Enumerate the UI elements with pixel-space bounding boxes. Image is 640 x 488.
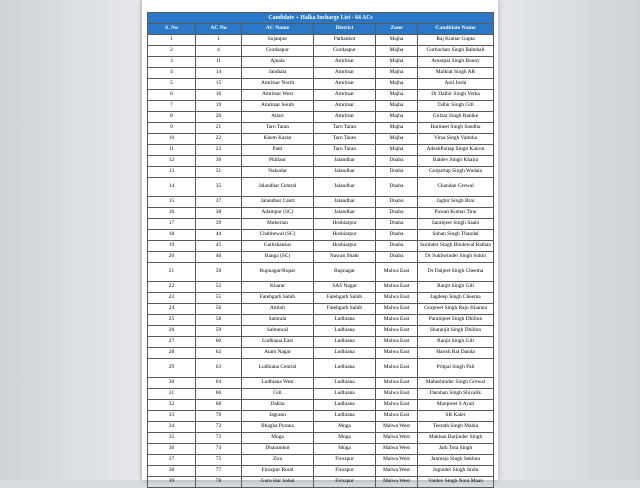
cell-zone: Malwa West xyxy=(376,444,418,455)
cell-zone: Malwa East xyxy=(376,400,418,411)
cell-sno: 14 xyxy=(148,178,196,197)
table-row xyxy=(148,304,494,315)
cell-district: Amritsar xyxy=(314,101,376,112)
cell-sno: 4 xyxy=(148,68,196,79)
table-row xyxy=(148,197,494,208)
cell-zone: Majha xyxy=(376,101,418,112)
cell-sno: 11 xyxy=(148,145,196,156)
header-district: District xyxy=(314,24,376,35)
header-ac-name: AC Name xyxy=(242,24,314,35)
cell-ac-name: Jagraon xyxy=(242,411,314,422)
cell-candidate: Virsa Singh Valtoha xyxy=(418,134,494,145)
cell-ac-no: 20 xyxy=(196,112,242,123)
cell-district: Ludhiana xyxy=(314,359,376,378)
cell-candidate: Joginder Singh Jindu xyxy=(418,466,494,477)
table-row xyxy=(148,46,494,57)
table-row xyxy=(148,208,494,219)
cell-ac-no: 21 xyxy=(196,123,242,134)
cell-zone: Malwa West xyxy=(376,422,418,433)
cell-zone: Malwa East xyxy=(376,378,418,389)
cell-candidate: Anil Joshi xyxy=(418,79,494,90)
table-row xyxy=(148,326,494,337)
cell-zone: Malwa East xyxy=(376,263,418,282)
table-row xyxy=(148,123,494,134)
cell-ac-no: 75 xyxy=(196,455,242,466)
cell-zone: Doaba xyxy=(376,241,418,252)
cell-ac-no: 15 xyxy=(196,79,242,90)
cell-district: Firozpur xyxy=(314,455,376,466)
cell-candidate: Talbir Singh Gill xyxy=(418,101,494,112)
cell-ac-no: 35 xyxy=(196,178,242,197)
cell-ac-name: Jandiala xyxy=(242,68,314,79)
cell-candidate: Harmeet Singh Sandhu xyxy=(418,123,494,134)
cell-district: Amritsar xyxy=(314,90,376,101)
cell-ac-no: 16 xyxy=(196,90,242,101)
cell-ac-name: Attari xyxy=(242,112,314,123)
cell-zone: Malwa West xyxy=(376,466,418,477)
cell-ac-no: 64 xyxy=(196,378,242,389)
table-title: Candidate + Halka Incharge List - 64 ACs xyxy=(148,13,494,24)
cell-zone: Doaba xyxy=(376,197,418,208)
cell-district: Amritsar xyxy=(314,57,376,68)
cell-candidate: Malkiat Singh AR xyxy=(418,68,494,79)
cell-sno: 23 xyxy=(148,293,196,304)
table-row xyxy=(148,252,494,263)
cell-zone: Malwa West xyxy=(376,455,418,466)
cell-sno: 2 xyxy=(148,46,196,57)
cell-ac-no: 68 xyxy=(196,400,242,411)
cell-candidate: Baldev Singh Khaira xyxy=(418,156,494,167)
table-row xyxy=(148,400,494,411)
table-row xyxy=(148,293,494,304)
cell-zone: Doaba xyxy=(376,208,418,219)
cell-sno: 19 xyxy=(148,241,196,252)
cell-district: Jalandhar xyxy=(314,197,376,208)
cell-zone: Malwa East xyxy=(376,282,418,293)
table-row xyxy=(148,315,494,326)
cell-district: Jalandhar xyxy=(314,178,376,197)
cell-ac-no: 19 xyxy=(196,101,242,112)
cell-ac-name: Zira xyxy=(242,455,314,466)
table-row xyxy=(148,411,494,422)
cell-candidate: Amarpal Singh Bonny xyxy=(418,57,494,68)
document-sheet xyxy=(142,0,498,485)
cell-ac-no: 50 xyxy=(196,263,242,282)
cell-sno: 17 xyxy=(148,219,196,230)
cell-ac-no: 59 xyxy=(196,326,242,337)
cell-ac-name: Gill xyxy=(242,389,314,400)
cell-sno: 32 xyxy=(148,400,196,411)
cell-district: Amritsar xyxy=(314,68,376,79)
cell-district: Fatehgarh Sahib xyxy=(314,293,376,304)
cell-ac-no: 1 xyxy=(196,35,242,46)
cell-zone: Malwa East xyxy=(376,348,418,359)
cell-ac-name: Moga xyxy=(242,433,314,444)
cell-candidate: SR Kaler xyxy=(418,411,494,422)
cell-ac-name: Jalandhar Cantt xyxy=(242,197,314,208)
cell-sno: 9 xyxy=(148,123,196,134)
cell-ac-no: 14 xyxy=(196,68,242,79)
cell-ac-name: Firozpur Rural xyxy=(242,466,314,477)
cell-ac-no: 22 xyxy=(196,134,242,145)
cell-zone: Malwa East xyxy=(376,315,418,326)
cell-sno: 26 xyxy=(148,326,196,337)
cell-zone: Malwa West xyxy=(376,433,418,444)
table-row xyxy=(148,90,494,101)
cell-district: Amritsar xyxy=(314,112,376,123)
cell-candidate: Dr Daljeet Singh Cheema xyxy=(418,263,494,282)
table-body xyxy=(148,35,494,488)
cell-ac-name: Atam Nagar xyxy=(242,348,314,359)
cell-zone: Doaba xyxy=(376,230,418,241)
cell-district: Moga xyxy=(314,433,376,444)
cell-sno: 12 xyxy=(148,156,196,167)
cell-ac-name: Jalandhar Central xyxy=(242,178,314,197)
cell-zone: Malwa East xyxy=(376,359,418,378)
cell-sno: 37 xyxy=(148,455,196,466)
cell-sno: 36 xyxy=(148,444,196,455)
cell-candidate: Sharanjit Singh Dhillon xyxy=(418,326,494,337)
table-row xyxy=(148,68,494,79)
table-row xyxy=(148,219,494,230)
cell-ac-name: Amritsar North xyxy=(242,79,314,90)
cell-sno: 27 xyxy=(148,337,196,348)
cell-district: Moga xyxy=(314,444,376,455)
cell-district: Jalandhar xyxy=(314,156,376,167)
cell-district: Tarn Taran xyxy=(314,145,376,156)
cell-ac-no: 30 xyxy=(196,156,242,167)
cell-ac-name: Khem Karan xyxy=(242,134,314,145)
cell-sno: 29 xyxy=(148,359,196,378)
cell-candidate: Jagbir Singh Brar xyxy=(418,197,494,208)
header-row xyxy=(148,24,494,35)
cell-candidate: Gulzar Singh Ranike xyxy=(418,112,494,123)
cell-candidate: AdeshPartap Singh Kairon xyxy=(418,145,494,156)
cell-ac-no: 46 xyxy=(196,252,242,263)
header-ac-no: AC No xyxy=(196,24,242,35)
cell-ac-name: Patti xyxy=(242,145,314,156)
cell-ac-name: Nakodar xyxy=(242,167,314,178)
cell-zone: Majha xyxy=(376,90,418,101)
cell-zone: Malwa West xyxy=(376,477,418,488)
cell-district: Amritsar xyxy=(314,79,376,90)
cell-sno: 30 xyxy=(148,378,196,389)
cell-ac-name: Ajnala xyxy=(242,57,314,68)
cell-ac-name: Sujanpur xyxy=(242,35,314,46)
cell-candidate: Dr Sukhwinder Singh Sukhi xyxy=(418,252,494,263)
cell-zone: Majha xyxy=(376,134,418,145)
cell-candidate: Gurpreet Singh Raju Khanna xyxy=(418,304,494,315)
cell-sno: 21 xyxy=(148,263,196,282)
cell-ac-name: Adampur (SC) xyxy=(242,208,314,219)
table-row xyxy=(148,389,494,400)
cell-ac-name: Kharar xyxy=(242,282,314,293)
cell-district: Ludhiana xyxy=(314,378,376,389)
cell-ac-name: Fatehgarh Sahib xyxy=(242,293,314,304)
cell-district: Gurdaspur xyxy=(314,46,376,57)
table-row xyxy=(148,263,494,282)
cell-ac-name: Dakha xyxy=(242,400,314,411)
cell-district: Ludhiana xyxy=(314,400,376,411)
cell-zone: Majha xyxy=(376,112,418,123)
cell-sno: 28 xyxy=(148,348,196,359)
cell-sno: 16 xyxy=(148,208,196,219)
cell-candidate: Vardev Singh Noni Maan xyxy=(418,477,494,488)
cell-ac-name: Mukerian xyxy=(242,219,314,230)
cell-sno: 35 xyxy=(148,433,196,444)
cell-district: Jalandhar xyxy=(314,167,376,178)
cell-district: Nawan Shahr xyxy=(314,252,376,263)
cell-ac-no: 66 xyxy=(196,389,242,400)
cell-ac-no: 44 xyxy=(196,230,242,241)
header-zone: Zone xyxy=(376,24,418,35)
cell-district: Hoshiarpur xyxy=(314,219,376,230)
cell-candidate: Teerath Singh Mahla xyxy=(418,422,494,433)
cell-ac-no: 37 xyxy=(196,197,242,208)
cell-ac-no: 55 xyxy=(196,293,242,304)
cell-ac-no: 60 xyxy=(196,337,242,348)
table-row xyxy=(148,145,494,156)
cell-candidate: Darshan Singh Shivalik xyxy=(418,389,494,400)
cell-sno: 22 xyxy=(148,282,196,293)
cell-sno: 39 xyxy=(148,477,196,488)
cell-ac-no: 72 xyxy=(196,422,242,433)
cell-zone: Majha xyxy=(376,145,418,156)
cell-zone: Malwa East xyxy=(376,326,418,337)
cell-ac-no: 56 xyxy=(196,304,242,315)
cell-candidate: Raj Kumar Gupta xyxy=(418,35,494,46)
cell-ac-name: Gurdaspur xyxy=(242,46,314,57)
cell-ac-name: Ludhiana West xyxy=(242,378,314,389)
table-row xyxy=(148,378,494,389)
cell-candidate: Surinder Singh Bhulewal Rathan xyxy=(418,241,494,252)
cell-district: Fatehgarh Sahib xyxy=(314,304,376,315)
cell-candidate: Ranjit Singh Gill xyxy=(418,282,494,293)
cell-candidate: Ranjit Singh Gill xyxy=(418,337,494,348)
cell-ac-name: Garhshankar xyxy=(242,241,314,252)
cell-district: Tarn Taran xyxy=(314,134,376,145)
cell-zone: Doaba xyxy=(376,178,418,197)
candidate-table xyxy=(147,12,494,488)
cell-zone: Doaba xyxy=(376,252,418,263)
table-row xyxy=(148,337,494,348)
header-candidate: Candidate Name xyxy=(418,24,494,35)
cell-ac-name: Dharamkot xyxy=(242,444,314,455)
header-sno: S. No xyxy=(148,24,196,35)
cell-zone: Majha xyxy=(376,68,418,79)
cell-district: Firozpur xyxy=(314,466,376,477)
cell-district: Pathankot xyxy=(314,35,376,46)
cell-ac-name: Banga (SC) xyxy=(242,252,314,263)
table-row xyxy=(148,156,494,167)
cell-zone: Doaba xyxy=(376,156,418,167)
cell-candidate: Jath Tota Singh xyxy=(418,444,494,455)
cell-sno: 8 xyxy=(148,112,196,123)
cell-ac-name: Amloh xyxy=(242,304,314,315)
cell-ac-no: 4 xyxy=(196,46,242,57)
cell-sno: 5 xyxy=(148,79,196,90)
cell-ac-no: 23 xyxy=(196,145,242,156)
cell-ac-no: 63 xyxy=(196,359,242,378)
table-row xyxy=(148,241,494,252)
cell-candidate: Gurbachan Singh Babehali xyxy=(418,46,494,57)
cell-district: Ludhiana xyxy=(314,315,376,326)
cell-ac-no: 52 xyxy=(196,282,242,293)
cell-sno: 6 xyxy=(148,90,196,101)
cell-candidate: Paramjeet Singh Dhillon xyxy=(418,315,494,326)
cell-zone: Malwa East xyxy=(376,389,418,400)
background-right xyxy=(490,0,640,480)
cell-sno: 33 xyxy=(148,411,196,422)
cell-district: Hoshiarpur xyxy=(314,241,376,252)
cell-district: Hoshiarpur xyxy=(314,230,376,241)
cell-candidate: Sohan Singh Thandal xyxy=(418,230,494,241)
cell-candidate: Janmeja Singh Sekhon xyxy=(418,455,494,466)
cell-ac-no: 74 xyxy=(196,444,242,455)
table-row xyxy=(148,477,494,488)
table-row xyxy=(148,433,494,444)
cell-ac-no: 78 xyxy=(196,477,242,488)
cell-sno: 3 xyxy=(148,57,196,68)
cell-sno: 20 xyxy=(148,252,196,263)
cell-ac-no: 39 xyxy=(196,219,242,230)
cell-sno: 1 xyxy=(148,35,196,46)
cell-ac-name: Ludhiana East xyxy=(242,337,314,348)
cell-zone: Doaba xyxy=(376,167,418,178)
cell-ac-name: Sahnewal xyxy=(242,326,314,337)
cell-sno: 25 xyxy=(148,315,196,326)
cell-ac-name: Amritsar West xyxy=(242,90,314,101)
table-row xyxy=(148,466,494,477)
cell-zone: Doaba xyxy=(376,219,418,230)
background-left xyxy=(0,0,140,480)
cell-candidate: Harish Rai Danda xyxy=(418,348,494,359)
table-row xyxy=(148,167,494,178)
cell-sno: 10 xyxy=(148,134,196,145)
cell-district: Firozpur xyxy=(314,477,376,488)
cell-ac-no: 31 xyxy=(196,167,242,178)
title-row xyxy=(148,13,494,24)
cell-sno: 31 xyxy=(148,389,196,400)
cell-ac-no: 70 xyxy=(196,411,242,422)
cell-district: Tarn Taran xyxy=(314,123,376,134)
cell-ac-name: Guru Har Sahai xyxy=(242,477,314,488)
table-row xyxy=(148,444,494,455)
table-row xyxy=(148,134,494,145)
cell-ac-no: 58 xyxy=(196,315,242,326)
table-row xyxy=(148,455,494,466)
cell-zone: Malwa East xyxy=(376,337,418,348)
cell-district: SAS Nagar xyxy=(314,282,376,293)
cell-district: Ludhiana xyxy=(314,348,376,359)
cell-zone: Malwa East xyxy=(376,293,418,304)
cell-candidate: Dr Dalbir Singh Verka xyxy=(418,90,494,101)
cell-zone: Malwa East xyxy=(376,304,418,315)
cell-candidate: Makhan Barjinder Singh xyxy=(418,433,494,444)
cell-zone: Majha xyxy=(376,123,418,134)
cell-ac-name: Phillaur xyxy=(242,156,314,167)
cell-candidate: Pritpal Singh Pali xyxy=(418,359,494,378)
cell-ac-name: Ludhiana Central xyxy=(242,359,314,378)
cell-district: Ludhiana xyxy=(314,389,376,400)
table-row xyxy=(148,230,494,241)
table-row xyxy=(148,422,494,433)
cell-district: Ludhiana xyxy=(314,326,376,337)
cell-ac-name: Bhagha Purana xyxy=(242,422,314,433)
cell-candidate: Maheshinder Singh Grewal xyxy=(418,378,494,389)
table-row xyxy=(148,112,494,123)
cell-zone: Majha xyxy=(376,35,418,46)
cell-candidate: Chandan Grewal xyxy=(418,178,494,197)
cell-candidate: Manpreet S Ayali xyxy=(418,400,494,411)
cell-district: Moga xyxy=(314,422,376,433)
cell-ac-name: Samrala xyxy=(242,315,314,326)
table-row xyxy=(148,35,494,46)
table-row xyxy=(148,359,494,378)
cell-candidate: Jagdeep Singh Cheema xyxy=(418,293,494,304)
cell-sno: 38 xyxy=(148,466,196,477)
cell-district: Rupnagar xyxy=(314,263,376,282)
cell-zone: Majha xyxy=(376,57,418,68)
cell-candidate: Gurpartap Singh Wadala xyxy=(418,167,494,178)
cell-sno: 15 xyxy=(148,197,196,208)
cell-ac-no: 73 xyxy=(196,433,242,444)
cell-candidate: Pawan Kumar Tinu xyxy=(418,208,494,219)
cell-zone: Majha xyxy=(376,46,418,57)
cell-ac-name: Chabbewal (SC) xyxy=(242,230,314,241)
cell-sno: 24 xyxy=(148,304,196,315)
cell-ac-name: Amritsar South xyxy=(242,101,314,112)
cell-sno: 13 xyxy=(148,167,196,178)
cell-district: Ludhiana xyxy=(314,411,376,422)
table-row xyxy=(148,348,494,359)
cell-ac-name: Tarn Taran xyxy=(242,123,314,134)
cell-sno: 18 xyxy=(148,230,196,241)
cell-sno: 7 xyxy=(148,101,196,112)
cell-sno: 34 xyxy=(148,422,196,433)
cell-district: Ludhiana xyxy=(314,337,376,348)
cell-ac-no: 11 xyxy=(196,57,242,68)
cell-district: Jalandhar xyxy=(314,208,376,219)
cell-zone: Majha xyxy=(376,79,418,90)
table-row xyxy=(148,178,494,197)
table-row xyxy=(148,101,494,112)
cell-ac-name: Rupnagar/Ropar xyxy=(242,263,314,282)
cell-ac-no: 38 xyxy=(196,208,242,219)
cell-ac-no: 45 xyxy=(196,241,242,252)
cell-zone: Malwa East xyxy=(376,411,418,422)
cell-ac-no: 62 xyxy=(196,348,242,359)
cell-ac-no: 77 xyxy=(196,466,242,477)
cell-candidate: Sarabjeet Singh Saahi xyxy=(418,219,494,230)
table-row xyxy=(148,79,494,90)
table-row xyxy=(148,282,494,293)
table-row xyxy=(148,57,494,68)
